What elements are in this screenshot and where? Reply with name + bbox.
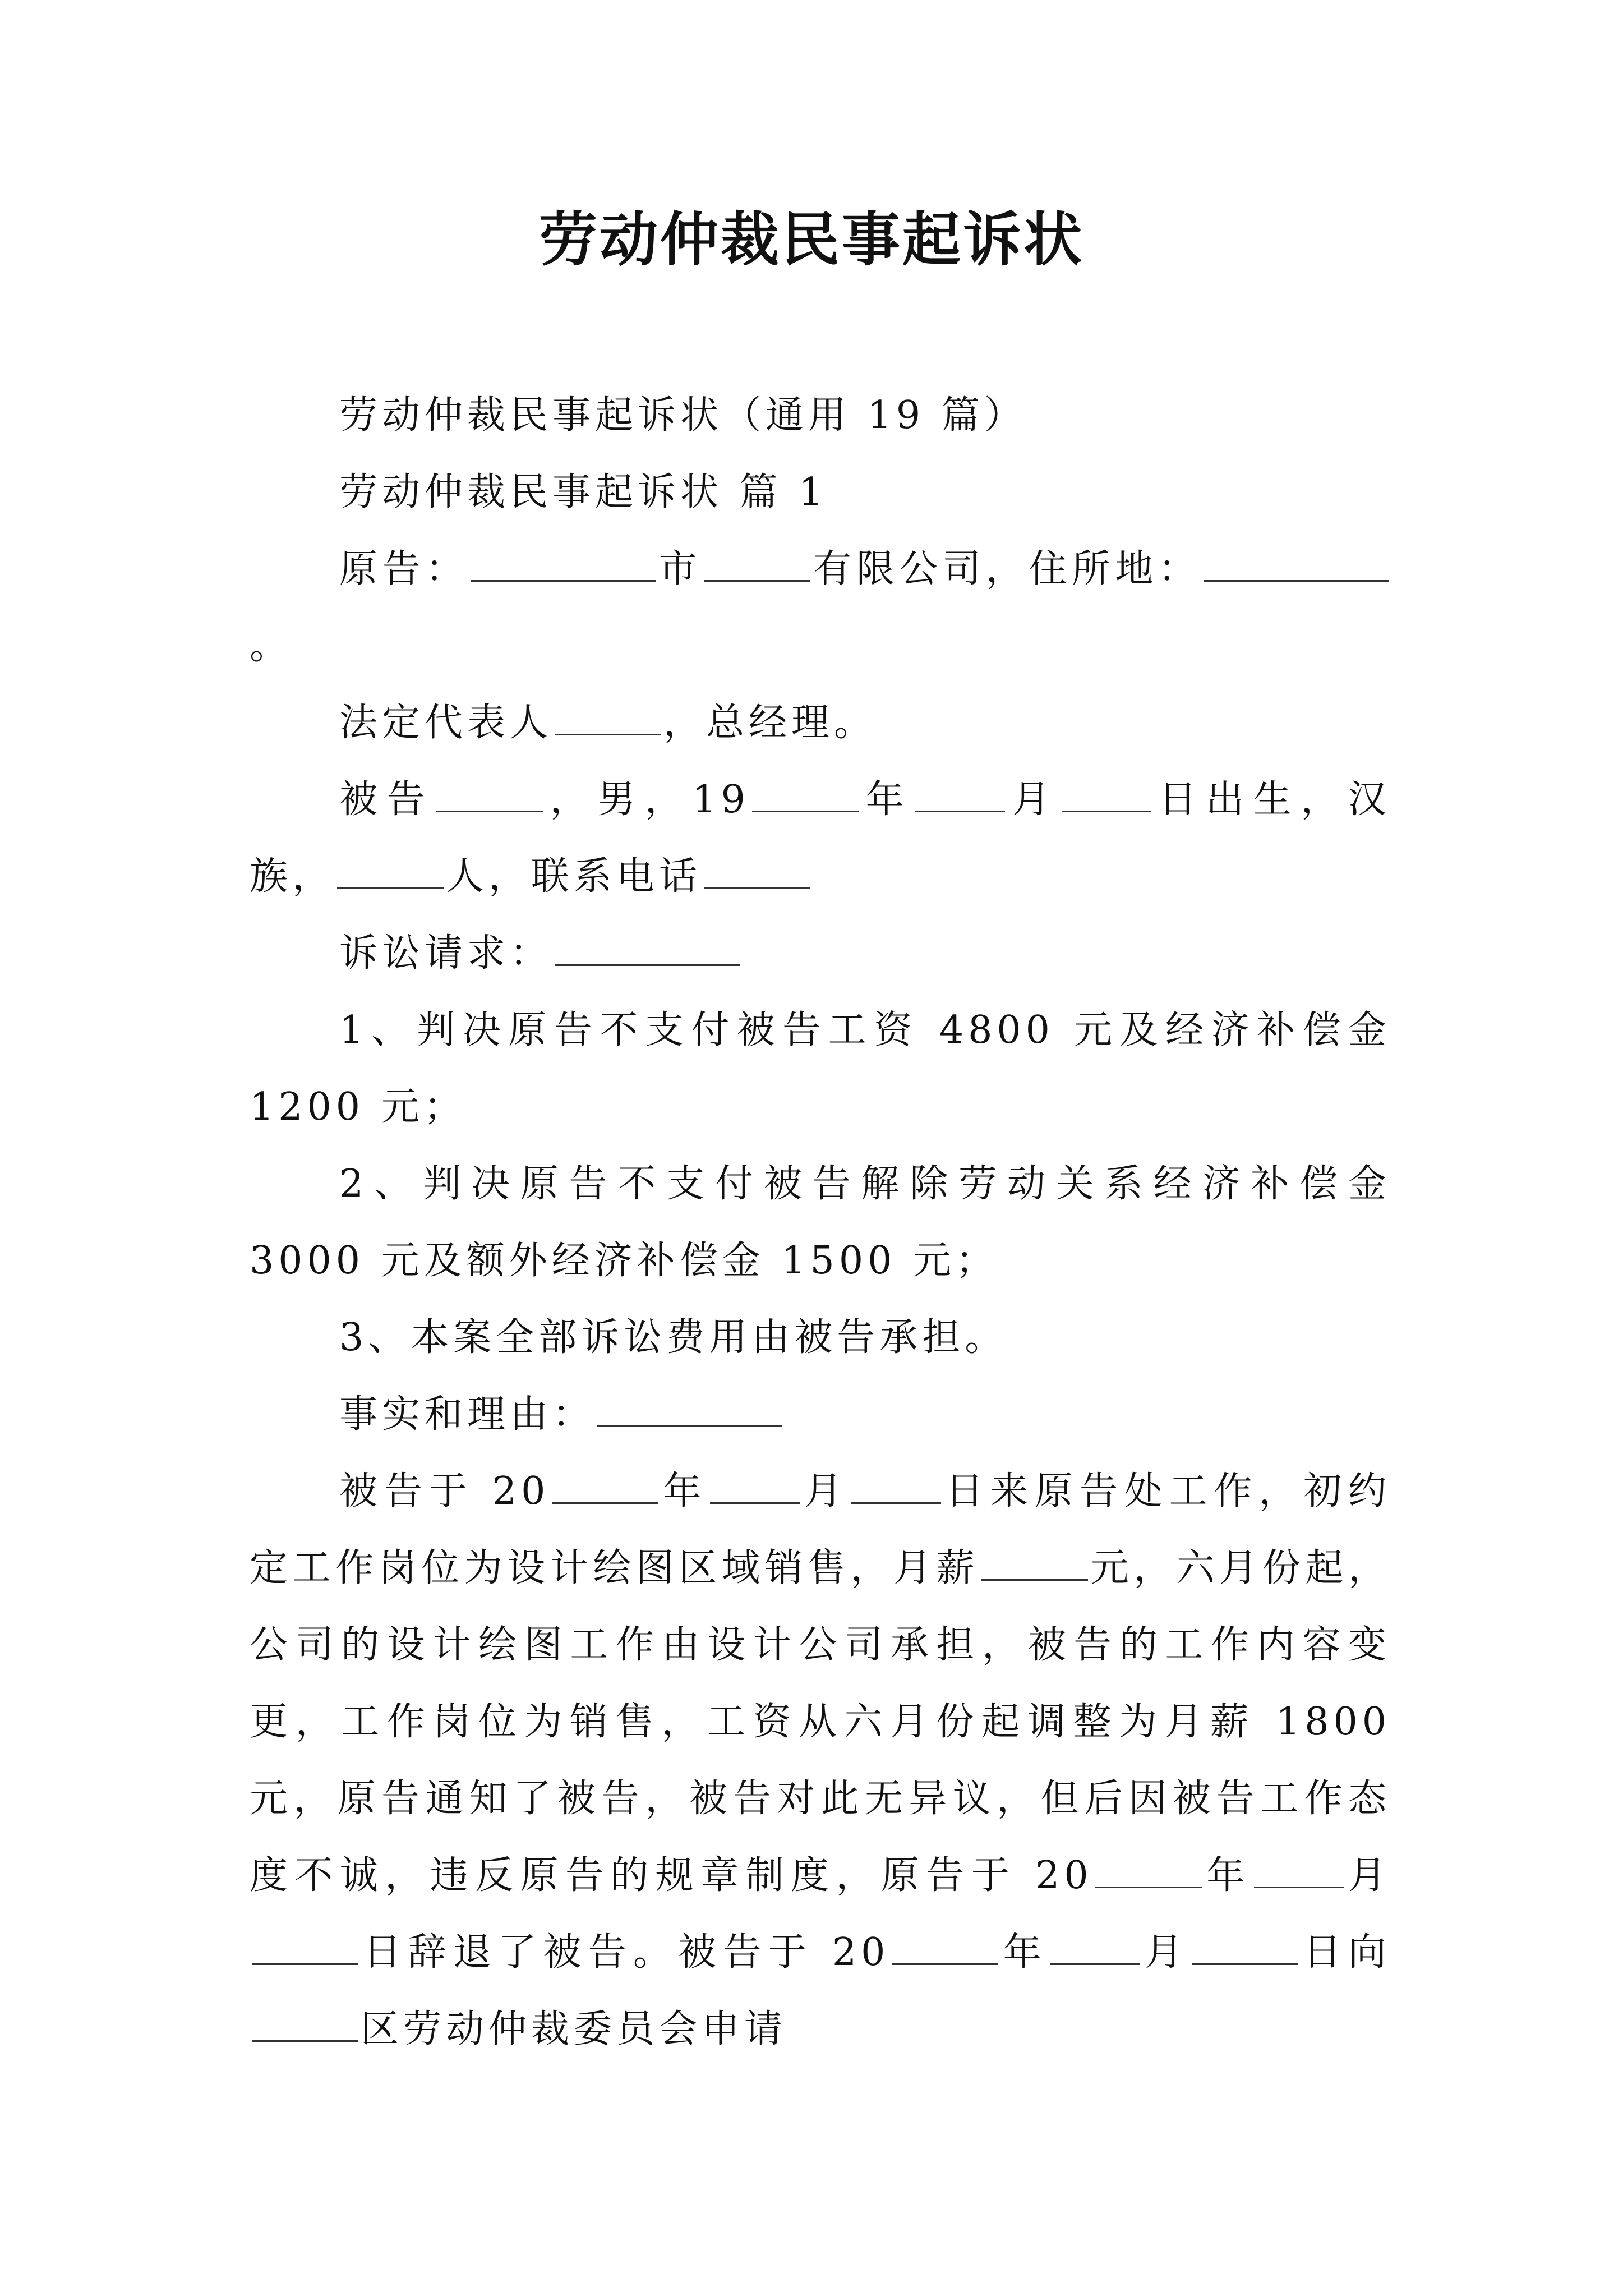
facts-year-blank xyxy=(1095,1852,1202,1888)
document-title: 劳动仲裁民事起诉状 xyxy=(538,205,1084,274)
facts-text: 年 xyxy=(1204,1853,1252,1898)
plaintiff-paragraph xyxy=(250,531,1391,684)
facts-text: 区劳动仲裁委员会申请 xyxy=(361,2007,787,2051)
defendant-year-blank xyxy=(752,776,859,812)
defendant-person: 人，联系电话 xyxy=(446,854,702,899)
defendant-name-blank xyxy=(436,776,543,812)
facts-day-blank xyxy=(1192,1929,1298,1965)
defendant-label: 被告 xyxy=(339,777,435,822)
plaintiff-name-blank xyxy=(471,545,656,582)
defendant-month: 月 xyxy=(1007,777,1060,822)
facts-district-blank xyxy=(252,2005,358,2042)
claim-item: 2、判决原告不支付被告解除劳动关系经济补偿金 3000 元及额外经济补偿金 1500 元； xyxy=(250,1162,1391,1283)
representative-label: 法定代表人 xyxy=(339,701,553,745)
plaintiff-company-suffix: 有限公司，住所地： xyxy=(813,547,1201,591)
facts-month-blank xyxy=(1254,1852,1344,1888)
facts-text: 年 xyxy=(661,1469,708,1513)
facts-text: 日来原告处工作，初约定工作岗位为设计绘图区域销售，月薪 xyxy=(250,1469,1391,1590)
claims-label: 诉讼请求： xyxy=(339,931,553,976)
facts-year-blank xyxy=(892,1929,998,1965)
facts-paragraph xyxy=(250,1453,1391,2068)
plaintiff-company-blank xyxy=(704,545,810,582)
facts-month-blank xyxy=(1050,1929,1140,1965)
facts-label: 事实和理由： xyxy=(339,1392,596,1437)
facts-salary-blank xyxy=(981,1544,1088,1581)
facts-text: 月 xyxy=(1345,1853,1391,1898)
facts-blank xyxy=(597,1391,782,1427)
defendant-phone-blank xyxy=(704,853,810,889)
facts-text: 月 xyxy=(802,1469,849,1513)
facts-month-blank xyxy=(710,1467,800,1504)
defendant-day-blank xyxy=(1062,776,1151,812)
plaintiff-end: 。 xyxy=(250,624,293,668)
facts-text: 被告于 20 xyxy=(339,1469,550,1513)
representative-blank xyxy=(555,699,661,735)
facts-year-blank xyxy=(552,1467,658,1504)
plaintiff-address-blank xyxy=(1204,545,1389,582)
defendant-day: 日出生，汉族， xyxy=(250,777,1391,899)
defendant-month-blank xyxy=(915,776,1005,812)
facts-text: 月 xyxy=(1142,1930,1190,1975)
plaintiff-city-suffix: 市 xyxy=(658,547,702,591)
defendant-year: 年 xyxy=(860,777,914,822)
representative-suffix: ，总经理。 xyxy=(663,701,877,745)
claims-label-paragraph xyxy=(250,915,1391,992)
subtitle: 劳动仲裁民事起诉状（通用 19 篇） xyxy=(339,393,1027,438)
section-heading: 劳动仲裁民事起诉状 篇 1 xyxy=(339,470,828,514)
claims-blank xyxy=(555,930,740,966)
document-body xyxy=(250,377,1391,2068)
facts-text: 日辞退了被告。被告于 20 xyxy=(361,1930,890,1975)
facts-text: 年 xyxy=(1000,1930,1048,1975)
claim-item: 3、本案全部诉讼费用由被告承担。 xyxy=(339,1315,1008,1360)
facts-label-paragraph xyxy=(250,1376,1391,1453)
plaintiff-label: 原告： xyxy=(339,547,469,591)
defendant-part2: ，男，19 xyxy=(545,777,750,822)
facts-day-blank xyxy=(252,1929,358,1965)
defendant-origin-blank xyxy=(337,853,444,889)
facts-text: 元，六月份起，公司的设计绘图工作由设计公司承担，被告的工作内容变更，工作岗位为销售，工资从六月份起调整为月薪 1800 元，原告通知了被告，被告对此无异议，但后因被告工作态度不诚，违反原告的规章制度，原告于 20 xyxy=(250,1546,1391,1898)
claim-item: 1、判决原告不支付被告工资 4800 元及经济补偿金 1200 元； xyxy=(250,1008,1391,1129)
facts-text: 日向 xyxy=(1301,1930,1391,1975)
defendant-paragraph xyxy=(250,761,1391,915)
representative-paragraph xyxy=(250,684,1391,761)
facts-day-blank xyxy=(851,1467,941,1504)
